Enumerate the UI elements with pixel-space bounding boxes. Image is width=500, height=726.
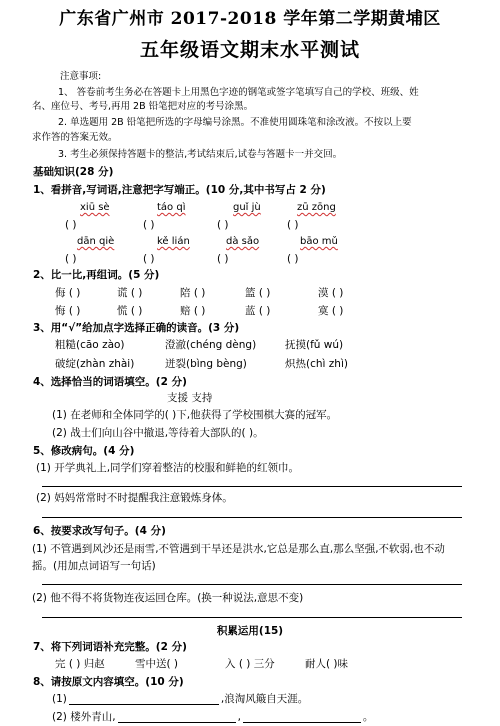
q1-answer-blank[interactable]: ( ) (287, 219, 299, 231)
q2-item[interactable]: 赔 ( ) (180, 305, 206, 317)
q1-title: 1、看拼音,写词语,注意把字写端正。(10 分,其中书写占 2 分) (33, 184, 326, 196)
q7-item[interactable]: 雪中送( ) (135, 658, 179, 670)
q5-title: 5、修改病句。(4 分) (33, 445, 135, 457)
q7-item[interactable]: 入 ( ) 三分 (225, 658, 275, 670)
notice-item-1a: 1、 答卷前考生务必在答题卡上用黑色字迹的钢笔或签字笔填写自己的学校、班级、姓 (58, 87, 419, 98)
q5-item-2: (2) 妈妈常常时不时提醒我注意锻炼身体。 (36, 492, 233, 504)
q8-title: 8、请按原文内容填空。(10 分) (33, 676, 184, 688)
notice-item-1b: 名、座位号、考号,再用 2B 铅笔把对应的考号涂黑。 (32, 101, 254, 112)
q8-blank[interactable] (69, 692, 219, 705)
q1-pinyin: táo qì (157, 202, 186, 213)
q2-item[interactable]: 谎 ( ) (117, 287, 143, 299)
q2-item[interactable]: 漠 ( ) (318, 287, 344, 299)
q4-options: 支援 支持 (167, 392, 213, 404)
notice-item-2b: 求作答的答案无效。 (32, 132, 118, 143)
q1-answer-blank[interactable]: ( ) (287, 253, 299, 265)
q3-item[interactable]: 抚摸(fǔ wú) (285, 339, 344, 351)
q7-item[interactable]: 耐人( )味 (305, 658, 349, 670)
section-basic-title: 基础知识(28 分) (33, 166, 114, 178)
q8-blank[interactable] (118, 710, 236, 723)
q5-answer-line-2[interactable] (42, 517, 462, 518)
q8-item-2-end: 。 (362, 711, 374, 723)
q2-item[interactable]: 寞 ( ) (318, 305, 344, 317)
notice-item-2a: 2. 单选题用 2B 铅笔把所选的字母编号涂黑。不准使用圆珠笔和涂改液。不按以上要 (58, 117, 412, 128)
q6-title: 6、按要求改写句子。(4 分) (33, 525, 166, 537)
q6-item-2: (2) 他不得不将货物连夜运回仓库。(换一种说法,意思不变) (32, 592, 304, 604)
q8-item-2 (52, 710, 373, 724)
q4-item-1[interactable]: (1) 在老师和全体同学的( )下,他获得了学校围棋大赛的冠军。 (52, 409, 338, 421)
q6-answer-line-1[interactable] (42, 584, 462, 585)
q7-row (55, 657, 348, 671)
q1-pinyin: guǐ jù (233, 202, 261, 213)
q1-answer-blank[interactable]: ( ) (143, 219, 155, 231)
q3-item[interactable]: 澄澈(chéng dèng) (165, 339, 257, 351)
q2-item[interactable]: 陪 ( ) (180, 287, 206, 299)
q7-title: 7、将下列词语补充完整。(2 分) (33, 641, 187, 653)
q8-item-1 (52, 692, 308, 706)
q3-item[interactable]: 炽热(chì zhì) (285, 358, 348, 370)
q3-title: 3、用“√”给加点字选择正确的读音。(3 分) (33, 322, 240, 334)
q8-item-2-prefix: (2) 楼外青山, (52, 711, 116, 723)
q2-item[interactable]: 篮 ( ) (245, 287, 271, 299)
q1-answer-blank[interactable]: ( ) (65, 219, 77, 231)
q6-item-1a: (1) 不管遇到风沙还是雨雪,不管遇到干旱还是洪水,它总是那么直,那么坚强,不软弱,也不动 (32, 543, 445, 555)
q1-pinyin: kě lián (157, 236, 190, 247)
q2-title: 2、比一比,再组词。(5 分) (33, 269, 160, 281)
q1-answer-blank[interactable]: ( ) (217, 253, 229, 265)
q1-answer-blank[interactable]: ( ) (65, 253, 77, 265)
q2-item[interactable]: 侮 ( ) (55, 287, 81, 299)
q3-row-1 (55, 338, 343, 352)
q3-item[interactable]: 迸裂(bìng bèng) (165, 358, 247, 370)
q4-item-2[interactable]: (2) 战士们向山谷中撤退,等待着大部队的( )。 (52, 427, 264, 439)
q3-item[interactable]: 粗糙(cāo zào) (55, 339, 125, 351)
notice-heading: 注意事项: (60, 71, 102, 82)
q3-row-2 (55, 357, 348, 371)
q6-answer-line-2[interactable] (42, 617, 462, 618)
q1-pinyin: dà sǎo (226, 236, 260, 247)
q4-title: 4、选择恰当的词语填空。(2 分) (33, 376, 187, 388)
q1-pinyin: zū zōng (297, 202, 336, 213)
q1-answer-row-2 (65, 252, 299, 266)
exam-title-subject: 五年级语文期末水平测试 (139, 39, 360, 61)
q1-pinyin-row-2 (77, 235, 338, 249)
q2-row-2 (55, 304, 343, 318)
q2-item[interactable]: 悔 ( ) (55, 305, 81, 317)
q2-item[interactable]: 慌 ( ) (117, 305, 143, 317)
section-accumulate-title: 积累运用(15) (216, 625, 284, 637)
q1-pinyin: bāo mǔ (300, 236, 338, 247)
q1-pinyin: xiū sè (80, 202, 110, 213)
q2-row-1 (55, 286, 343, 300)
q1-pinyin: dān qiè (77, 236, 115, 247)
q5-item-1: (1) 开学典礼上,同学们穿着整洁的校服和鲜艳的红领巾。 (36, 462, 300, 474)
q1-answer-row-1 (65, 218, 299, 232)
q2-item[interactable]: 蓝 ( ) (245, 305, 271, 317)
q8-item-1-suffix: ,浪淘风簸自天涯。 (220, 693, 309, 705)
q1-pinyin-row-1 (80, 201, 336, 215)
q8-item-1-prefix: (1) (52, 693, 67, 705)
q8-item-2-sep: , (237, 711, 241, 723)
notice-item-3: 3. 考生必须保持答题卡的整洁,考试结束后,试卷与答题卡一并交回。 (58, 149, 343, 160)
q1-answer-blank[interactable]: ( ) (143, 253, 155, 265)
q7-item[interactable]: 完 ( ) 归赵 (55, 658, 105, 670)
q3-item[interactable]: 破绽(zhàn zhài) (55, 358, 135, 370)
exam-title-region: 广东省广州市 2017-2018 学年第二学期黄埔区 (59, 9, 441, 29)
q8-blank[interactable] (243, 710, 361, 723)
q5-answer-line-1[interactable] (42, 486, 462, 487)
q6-item-1b: 摇。(用加点词语写一句话) (32, 560, 156, 572)
q1-answer-blank[interactable]: ( ) (217, 219, 229, 231)
